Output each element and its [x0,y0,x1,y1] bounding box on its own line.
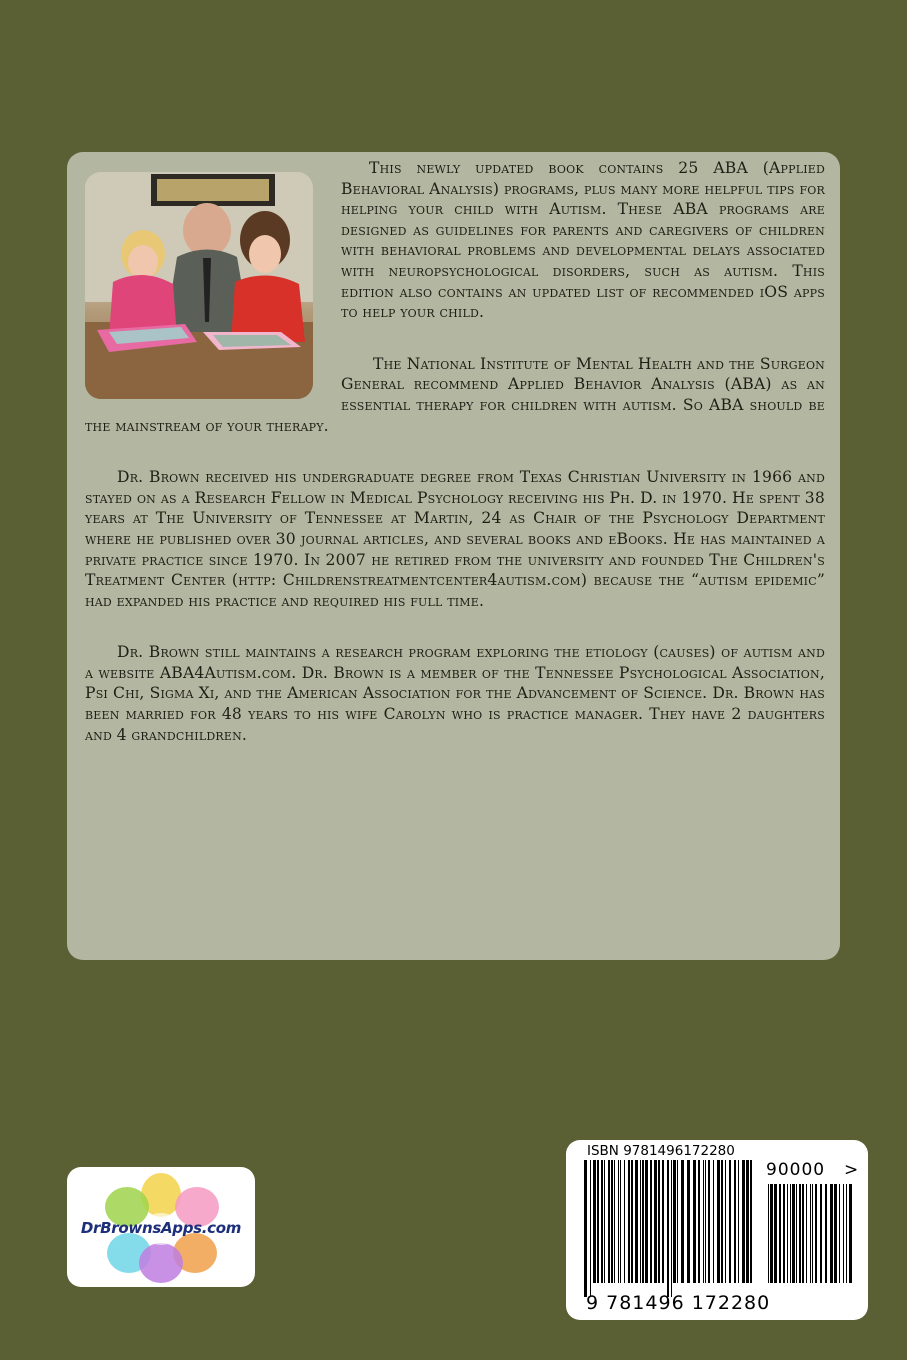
barcode-bar [849,1184,852,1283]
barcode-bar [590,1160,591,1297]
description-paragraph: This newly updated book contains 25 ABA (Applied Behavioral Analysis) programs, plus many more helpful tips for helping your child with Autism. These ABA programs are designed as guidelines for parents and caregivers of children with behavioral problems and developmental delays associated with neuropsychological disorders, such as autism. This edition also contains an updated list of recommended iOS apps to help your child. [341,159,825,322]
barcode-bar [806,1184,807,1283]
barcode-bar [698,1160,700,1283]
barcode-bar [640,1160,641,1283]
barcode-bar [725,1160,726,1283]
logo-text: DrBrownsApps.com [80,1219,242,1237]
barcode-bar [790,1184,791,1283]
barcode-bar [687,1160,690,1283]
price-addon-bars [764,1184,854,1297]
isbn-digits: 9 781496 172280 [586,1292,771,1314]
author-bio-paragraph: Dr. Brown received his undergraduate degree from Texas Christian University in 1966 and stayed on as a Research Fellow in Medical Psychology receiving his Ph. D. in 1970. He spent 38 years at The University of Tennessee at Martin, 24 as Chair of the Psychology Department where he published over 30 journal articles, and several books and eBooks. He has maintained a private practice since 1970. In 2007 he retired from the university and founded The Children's Treatment Center (http: Childrenstreatmentcenter4autism.com) because the “autism epidemic” had expanded his practice and required his full time. [85,468,825,610]
barcode-bar [717,1160,720,1283]
barcode-bar [635,1160,638,1283]
barcode-bar [631,1160,633,1283]
barcode-bar [673,1160,676,1283]
barcode-bar [810,1184,811,1283]
barcode-bar [734,1160,736,1283]
barcode-bar [729,1160,731,1283]
barcode-bar [667,1160,669,1297]
barcode-bar [820,1184,822,1283]
barcode-bar [746,1160,749,1283]
barcode-bar [825,1184,827,1283]
barcode-bar [815,1184,817,1283]
barcode-bar [611,1160,613,1283]
barcode-bar [654,1160,657,1283]
barcode-bar [830,1184,833,1283]
barcode-bar [768,1184,769,1283]
barcode-bar [620,1160,621,1283]
barcode-bar [774,1184,777,1283]
barcode-bar [608,1160,610,1283]
barcode-bar [846,1184,847,1283]
isbn-barcode-bars [580,1160,758,1297]
barcode-bar [628,1160,630,1283]
barcode-bar [642,1160,644,1283]
author-research-paragraph: Dr. Brown still maintains a research program exploring the etiology (causes) of autism and a website ABA4Autism.com. Dr. Brown is a member of the Tennessee Psychological Association, Psi Chi, Sigma Xi, and the American Association for the Advancement of Science. Dr. Brown has been married for 48 years to his wife Carolyn who is practice manager. They have 2 daughters and 4 grandchildren. [85,643,825,744]
barcode-bar [787,1184,788,1283]
barcode-bar [597,1160,599,1283]
barcode-bar [839,1184,840,1283]
publisher-logo-box [67,1167,255,1287]
barcode-bar [708,1160,710,1283]
barcode-bar [812,1184,813,1283]
barcode-bar [738,1160,739,1283]
barcode-bar [681,1160,684,1283]
barcode-bar [677,1160,678,1283]
price-code: 90000 [766,1160,826,1180]
barcode-bar [721,1160,723,1283]
barcode-bar [658,1160,660,1283]
barcode-bar [593,1160,596,1283]
barcode-bar [671,1160,672,1297]
barcode-bar [783,1184,785,1283]
price-arrow: > [844,1160,859,1180]
barcode-bar [584,1160,587,1297]
barcode-bar [703,1160,704,1283]
barcode-bar [834,1184,837,1283]
barcode-bar [750,1160,752,1283]
barcode-bar [779,1184,781,1283]
barcode-bar [604,1160,605,1283]
barcode-bar [618,1160,619,1283]
barcode-bar [645,1160,648,1283]
barcode-bar [770,1184,773,1283]
author-with-children-photo [85,172,313,399]
barcode-bar [796,1184,797,1283]
barcode-bar [799,1184,801,1283]
barcode-bar [843,1184,844,1283]
barcode-bar [713,1160,714,1283]
barcode-bar [802,1184,804,1283]
isbn-label: ISBN 9781496172280 [587,1143,735,1159]
barcode-bar [650,1160,652,1283]
aba-recommendation-paragraph: The National Institute of Mental Health and the Surgeon General recommend Applied Behavior Analysis (ABA) as an essential therapy for children with autism. So ABA should be the mainstream of your therapy. [85,354,825,435]
back-cover-text-panel [67,152,840,960]
barcode-bar [705,1160,706,1283]
isbn-barcode-box [566,1140,868,1320]
barcode-bar [742,1160,745,1283]
barcode-bar [624,1160,625,1283]
barcode-bar [662,1160,664,1283]
barcode-bar [693,1160,696,1283]
barcode-bar [614,1160,615,1283]
barcode-bar [601,1160,603,1283]
barcode-bar [792,1184,795,1283]
